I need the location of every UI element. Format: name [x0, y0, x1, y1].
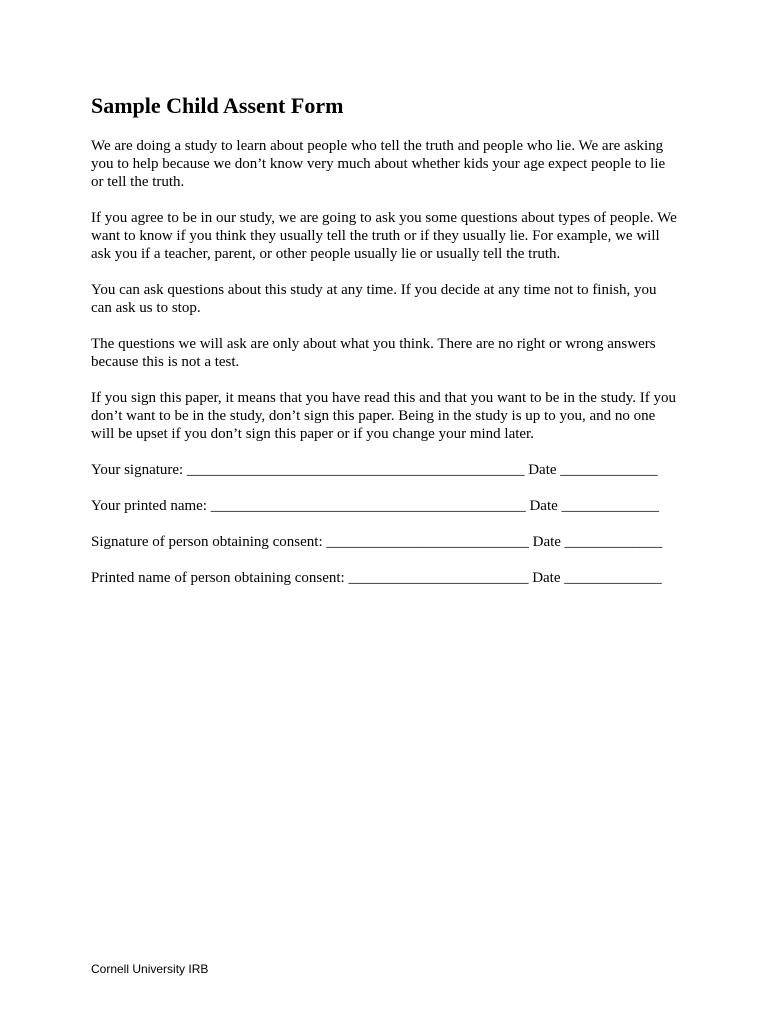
paragraph-right-to-stop: You can ask questions about this study at any time. If you decide at any time not to finish, you can ask us to stop. [91, 282, 657, 316]
paragraph-study-purpose: We are doing a study to learn about people who tell the truth and people who lie. We are asking you to help because we don’t know very much about whether kids your age expect people to lie or tell the truth. [91, 138, 666, 190]
paragraph-signing-meaning: If you sign this paper, it means that you have read this and that you want to be in the study. If you don’t want to be in the study, don’t sign this paper. Being in the study is up to you, and no one will be upset if you don’t sign this paper or if you change your mind later. [91, 390, 676, 442]
signature-line-consent-obtainer-printed: Printed name of person obtaining consent: ________________________ Date _____________ [91, 570, 662, 586]
page-footer: Cornell University IRB [91, 962, 209, 976]
paragraph-study-questions: If you agree to be in our study, we are going to ask you some questions about types of people. We want to know if you think they usually tell the truth or if they usually lie. For example, we will ask you if a teacher, parent, or other people usually lie or usually tell the truth. [91, 210, 677, 262]
signature-line-consent-obtainer: Signature of person obtaining consent: ___________________________ Date _____________ [91, 534, 663, 550]
signature-line-printed-name: Your printed name: __________________________________________ Date _____________ [91, 498, 660, 514]
document-title: Sample Child Assent Form [91, 93, 344, 118]
signature-line-child: Your signature: _____________________________________________ Date _____________ [91, 462, 658, 478]
document-page [91, 92, 681, 605]
paragraph-no-right-answers: The questions we will ask are only about what you think. There are no right or wrong answers because this is not a test. [91, 336, 656, 370]
